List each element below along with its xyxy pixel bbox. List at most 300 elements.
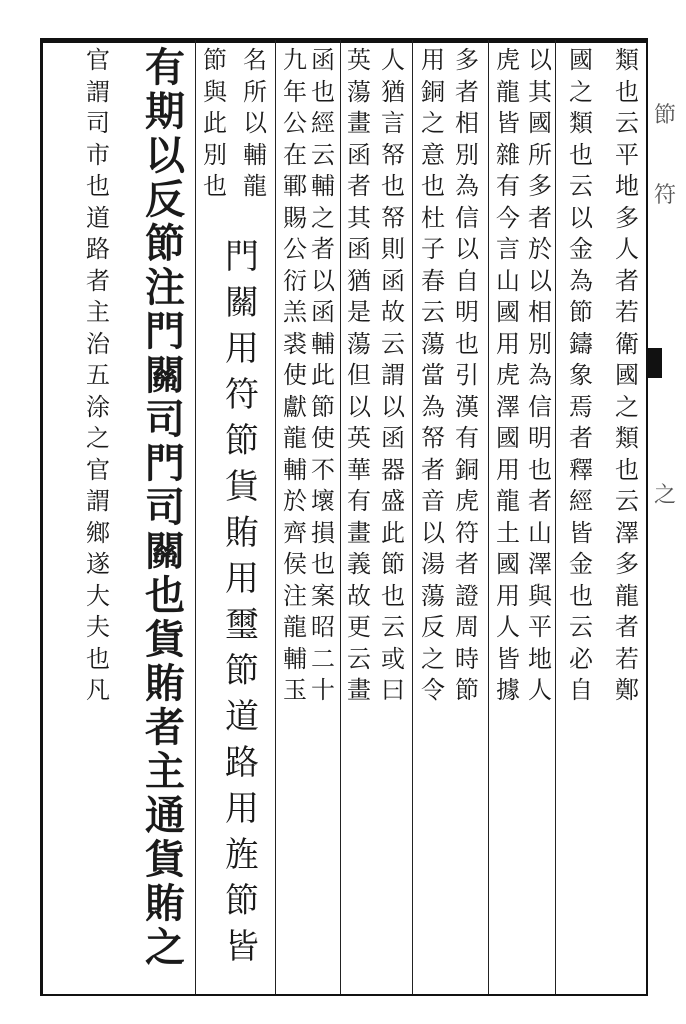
- glyph: 是: [347, 298, 371, 326]
- glyph: 五: [86, 361, 110, 389]
- glyph: 輔: [243, 140, 267, 169]
- glyph: 令: [421, 676, 445, 704]
- glyph: 焉: [569, 392, 593, 421]
- glyph: 猶: [381, 77, 405, 106]
- glyph: 但: [347, 361, 371, 389]
- glyph: 也: [381, 581, 405, 610]
- glyph: 言: [496, 235, 520, 263]
- glyph: 羔: [283, 298, 307, 326]
- column-rule: [488, 40, 489, 994]
- glyph: 鄭: [615, 676, 639, 704]
- glyph: 以: [381, 392, 405, 421]
- glyph: 為: [528, 361, 552, 389]
- glyph: 路: [225, 743, 259, 783]
- glyph: 時: [455, 644, 479, 673]
- glyph: 龍: [243, 172, 267, 200]
- glyph: 也: [311, 550, 335, 578]
- glyph: 多: [455, 46, 479, 74]
- glyph: 者: [421, 455, 445, 484]
- glyph: 輔: [311, 172, 335, 200]
- column-rule: [555, 40, 556, 994]
- glyph: 國: [569, 46, 593, 74]
- glyph: 為: [455, 172, 479, 200]
- glyph: 節: [225, 881, 259, 921]
- glyph: 反: [421, 613, 445, 641]
- glyph: 杜: [421, 203, 445, 232]
- text-column: [418, 48, 448, 710]
- glyph: 地: [528, 644, 552, 673]
- glyph: 蕩: [347, 77, 371, 106]
- glyph: 華: [347, 455, 371, 484]
- glyph: 以: [243, 109, 267, 137]
- glyph: 自: [569, 676, 593, 704]
- glyph: 云: [421, 298, 445, 326]
- text-column: [493, 48, 523, 710]
- glyph: 十: [311, 676, 335, 704]
- glyph: 皆: [496, 109, 520, 137]
- glyph: 節: [145, 220, 185, 267]
- glyph: 為: [421, 392, 445, 421]
- glyph: 人: [615, 235, 639, 263]
- glyph: 門: [145, 440, 185, 487]
- glyph: 者: [311, 235, 335, 263]
- glyph: 節: [381, 550, 405, 578]
- glyph: 關: [145, 352, 185, 399]
- glyph: 人: [528, 676, 552, 704]
- glyph: 者: [455, 77, 479, 106]
- glyph: 也: [615, 77, 639, 106]
- glyph: 明: [528, 424, 552, 452]
- glyph: 使: [311, 424, 335, 452]
- glyph: 經: [311, 109, 335, 137]
- glyph: 官: [86, 46, 110, 74]
- glyph: 夫: [86, 613, 110, 641]
- glyph: 也: [86, 644, 110, 673]
- glyph: 多: [615, 550, 639, 578]
- glyph: 龍: [496, 487, 520, 515]
- glyph: 案: [311, 581, 335, 610]
- glyph: 也: [86, 172, 110, 200]
- text-column: [378, 48, 408, 710]
- glyph: 凡: [86, 676, 110, 704]
- glyph: 路: [86, 235, 110, 263]
- glyph: 所: [243, 77, 267, 106]
- text-column: [566, 48, 596, 710]
- glyph: 函: [347, 140, 371, 169]
- glyph: 之: [615, 392, 639, 421]
- glyph: 貨: [145, 616, 185, 663]
- glyph: 通: [145, 792, 185, 839]
- glyph: 節: [455, 676, 479, 704]
- glyph: 年: [283, 77, 307, 106]
- glyph: 也: [203, 172, 227, 200]
- glyph: 之: [145, 924, 185, 971]
- glyph: 當: [421, 361, 445, 389]
- text-column: [344, 48, 374, 710]
- glyph: 金: [569, 235, 593, 263]
- glyph: 獻: [283, 392, 307, 421]
- glyph: 引: [455, 361, 479, 389]
- glyph: 在: [283, 140, 307, 169]
- glyph: 於: [528, 235, 552, 263]
- glyph: 之: [421, 109, 445, 137]
- glyph: 輔: [283, 455, 307, 484]
- text-column: [240, 48, 270, 206]
- glyph: 云: [311, 140, 335, 169]
- glyph: 名: [243, 46, 267, 74]
- glyph: 也: [145, 572, 185, 619]
- glyph: 司: [145, 484, 185, 531]
- glyph: 司: [86, 109, 110, 137]
- glyph: 子: [421, 235, 445, 263]
- glyph: 也: [528, 455, 552, 484]
- glyph: 自: [455, 266, 479, 295]
- adjacent-page-edge: [646, 38, 686, 996]
- glyph: 涂: [86, 392, 110, 421]
- glyph: 者: [528, 203, 552, 232]
- glyph: 虎: [496, 361, 520, 389]
- glyph: 此: [381, 518, 405, 547]
- glyph: 謂: [86, 77, 110, 106]
- glyph: 二: [311, 644, 335, 673]
- glyph: 者: [455, 550, 479, 578]
- glyph: 明: [455, 298, 479, 326]
- glyph: 湯: [421, 550, 445, 578]
- glyph: 也: [615, 455, 639, 484]
- text-column: [452, 48, 482, 710]
- glyph: 大: [86, 581, 110, 610]
- glyph: 義: [347, 550, 371, 578]
- glyph: 類: [615, 46, 639, 74]
- glyph: 國: [615, 361, 639, 389]
- glyph: 云: [569, 172, 593, 200]
- glyph: 澤: [615, 518, 639, 547]
- main-text-column: [140, 44, 190, 972]
- glyph: 謂: [381, 361, 405, 389]
- text-column: [308, 48, 338, 710]
- glyph: 主: [86, 298, 110, 326]
- glyph: 旌: [225, 835, 259, 875]
- glyph: 相: [455, 109, 479, 137]
- glyph: 信: [528, 392, 552, 421]
- glyph: 謂: [86, 487, 110, 515]
- glyph: 主: [145, 748, 185, 795]
- glyph: 帑: [421, 424, 445, 452]
- glyph: 則: [381, 235, 405, 263]
- glyph: 用: [225, 559, 259, 599]
- glyph: 其: [528, 77, 552, 106]
- glyph: 節: [203, 46, 227, 74]
- text-column: [200, 48, 230, 206]
- glyph: 者: [569, 424, 593, 452]
- glyph: 云: [569, 613, 593, 641]
- glyph: 不: [311, 455, 335, 484]
- column-rule: [195, 40, 196, 994]
- glyph: 多: [615, 203, 639, 232]
- glyph: 符: [225, 375, 259, 415]
- glyph: 以: [421, 518, 445, 547]
- glyph: 云: [381, 613, 405, 641]
- glyph: 鑄: [569, 329, 593, 358]
- glyph: 猶: [347, 266, 371, 295]
- glyph: 也: [311, 77, 335, 106]
- glyph: 反: [145, 176, 185, 223]
- glyph: 帑: [381, 140, 405, 169]
- edge-fragment: 符: [654, 183, 677, 208]
- glyph: 注: [145, 264, 185, 311]
- glyph: 門: [225, 237, 259, 277]
- glyph: 也: [569, 140, 593, 169]
- glyph: 鄆: [283, 172, 307, 200]
- glyph: 壞: [311, 487, 335, 515]
- glyph: 用: [496, 455, 520, 484]
- glyph: 曰: [381, 676, 405, 704]
- glyph: 也: [569, 581, 593, 610]
- glyph: 器: [381, 455, 405, 484]
- glyph: 蕩: [421, 329, 445, 358]
- glyph: 官: [86, 455, 110, 484]
- glyph: 類: [569, 109, 593, 137]
- glyph: 者: [615, 266, 639, 295]
- glyph: 之: [311, 203, 335, 232]
- glyph: 或: [381, 644, 405, 673]
- glyph: 有: [347, 487, 371, 515]
- glyph: 蕩: [421, 581, 445, 610]
- glyph: 輔: [311, 329, 335, 358]
- glyph: 帑: [381, 203, 405, 232]
- glyph: 澤: [528, 550, 552, 578]
- glyph: 也: [455, 329, 479, 358]
- glyph: 經: [569, 487, 593, 515]
- glyph: 者: [347, 172, 371, 200]
- glyph: 之: [421, 644, 445, 673]
- glyph: 節: [225, 651, 259, 691]
- glyph: 龍: [615, 581, 639, 610]
- glyph: 齊: [283, 518, 307, 547]
- glyph: 音: [421, 487, 445, 515]
- glyph: 以: [311, 266, 335, 295]
- glyph: 周: [455, 613, 479, 641]
- glyph: 以: [455, 235, 479, 263]
- glyph: 遂: [86, 550, 110, 578]
- text-column: [525, 48, 555, 710]
- edge-tab: [648, 348, 662, 378]
- glyph: 於: [283, 487, 307, 515]
- glyph: 用: [225, 329, 259, 369]
- glyph: 為: [569, 266, 593, 295]
- glyph: 土: [496, 518, 520, 547]
- glyph: 云: [347, 644, 371, 673]
- glyph: 畫: [347, 518, 371, 547]
- glyph: 用: [225, 789, 259, 829]
- glyph: 有: [455, 424, 479, 452]
- glyph: 公: [283, 109, 307, 137]
- glyph: 象: [569, 361, 593, 389]
- glyph: 皆: [225, 927, 259, 967]
- glyph: 使: [283, 361, 307, 389]
- glyph: 以: [145, 132, 185, 179]
- glyph: 函: [347, 235, 371, 263]
- glyph: 者: [86, 266, 110, 295]
- glyph: 者: [615, 613, 639, 641]
- glyph: 此: [203, 109, 227, 137]
- glyph: 言: [381, 109, 405, 137]
- glyph: 璽: [225, 605, 259, 645]
- glyph: 用: [496, 581, 520, 610]
- glyph: 節: [569, 298, 593, 326]
- glyph: 平: [528, 613, 552, 641]
- glyph: 其: [347, 203, 371, 232]
- glyph: 之: [569, 77, 593, 106]
- glyph: 意: [421, 140, 445, 169]
- glyph: 此: [311, 361, 335, 389]
- glyph: 畫: [347, 109, 371, 137]
- glyph: 治: [86, 329, 110, 358]
- glyph: 春: [421, 266, 445, 295]
- glyph: 賄: [145, 880, 185, 927]
- column-rule: [275, 40, 276, 994]
- glyph: 證: [455, 581, 479, 610]
- glyph: 貨: [145, 836, 185, 883]
- glyph: 今: [496, 203, 520, 232]
- glyph: 注: [283, 581, 307, 610]
- glyph: 玉: [283, 676, 307, 704]
- glyph: 衛: [615, 329, 639, 358]
- glyph: 賄: [145, 660, 185, 707]
- glyph: 澤: [496, 392, 520, 421]
- glyph: 有: [145, 44, 185, 91]
- glyph: 衍: [283, 266, 307, 295]
- glyph: 故: [381, 298, 405, 326]
- glyph: 以: [528, 266, 552, 295]
- glyph: 所: [528, 140, 552, 169]
- glyph: 損: [311, 518, 335, 547]
- glyph: 賄: [225, 513, 259, 553]
- glyph: 國: [528, 109, 552, 137]
- glyph: 節: [311, 392, 335, 421]
- glyph: 也: [421, 172, 445, 200]
- glyph: 平: [615, 140, 639, 169]
- glyph: 有: [496, 172, 520, 200]
- glyph: 若: [615, 644, 639, 673]
- glyph: 函: [311, 298, 335, 326]
- text-column: [280, 48, 310, 710]
- glyph: 鄉: [86, 518, 110, 547]
- glyph: 函: [381, 424, 405, 452]
- glyph: 虎: [496, 46, 520, 74]
- glyph: 皆: [496, 644, 520, 673]
- glyph: 期: [145, 88, 185, 135]
- glyph: 侯: [283, 550, 307, 578]
- glyph: 山: [528, 518, 552, 547]
- glyph: 皆: [569, 518, 593, 547]
- column-rule: [340, 40, 341, 994]
- glyph: 別: [528, 329, 552, 358]
- glyph: 多: [528, 172, 552, 200]
- glyph: 與: [203, 77, 227, 106]
- column-rule: [412, 40, 413, 994]
- glyph: 賜: [283, 203, 307, 232]
- glyph: 昭: [311, 613, 335, 641]
- glyph: 人: [381, 46, 405, 74]
- glyph: 道: [225, 697, 259, 737]
- text-column: [612, 48, 642, 710]
- glyph: 關: [145, 528, 185, 575]
- glyph: 英: [347, 424, 371, 452]
- glyph: 門: [145, 308, 185, 355]
- glyph: 故: [347, 581, 371, 610]
- glyph: 銅: [421, 77, 445, 106]
- glyph: 用: [421, 46, 445, 74]
- glyph: 節: [225, 421, 259, 461]
- main-text-column: [222, 237, 262, 976]
- glyph: 釋: [569, 455, 593, 484]
- glyph: 道: [86, 203, 110, 232]
- glyph: 也: [381, 172, 405, 200]
- glyph: 函: [311, 46, 335, 74]
- glyph: 輔: [283, 644, 307, 673]
- glyph: 函: [381, 266, 405, 295]
- glyph: 虎: [455, 487, 479, 515]
- edge-fragment: 之: [654, 483, 677, 508]
- glyph: 之: [86, 424, 110, 452]
- glyph: 別: [455, 140, 479, 169]
- glyph: 雜: [496, 140, 520, 169]
- glyph: 龍: [283, 424, 307, 452]
- glyph: 符: [455, 518, 479, 547]
- glyph: 據: [496, 676, 520, 704]
- glyph: 銅: [455, 455, 479, 484]
- glyph: 云: [381, 329, 405, 358]
- glyph: 蕩: [347, 329, 371, 358]
- glyph: 人: [496, 613, 520, 641]
- glyph: 山: [496, 266, 520, 295]
- glyph: 以: [569, 203, 593, 232]
- glyph: 者: [145, 704, 185, 751]
- glyph: 畫: [347, 676, 371, 704]
- glyph: 類: [615, 424, 639, 452]
- edge-fragment: 節: [654, 103, 677, 128]
- glyph: 金: [569, 550, 593, 578]
- text-column: [78, 48, 118, 710]
- glyph: 盛: [381, 487, 405, 515]
- glyph: 以: [528, 46, 552, 74]
- glyph: 龍: [283, 613, 307, 641]
- glyph: 更: [347, 613, 371, 641]
- glyph: 國: [496, 424, 520, 452]
- glyph: 云: [615, 109, 639, 137]
- glyph: 者: [528, 487, 552, 515]
- glyph: 用: [496, 329, 520, 358]
- glyph: 公: [283, 235, 307, 263]
- glyph: 司: [145, 396, 185, 443]
- glyph: 云: [615, 487, 639, 515]
- glyph: 必: [569, 644, 593, 673]
- glyph: 若: [615, 298, 639, 326]
- glyph: 漢: [455, 392, 479, 421]
- glyph: 國: [496, 550, 520, 578]
- glyph: 以: [347, 392, 371, 421]
- glyph: 別: [203, 140, 227, 169]
- glyph: 關: [225, 283, 259, 323]
- glyph: 相: [528, 298, 552, 326]
- glyph: 英: [347, 46, 371, 74]
- glyph: 裘: [283, 329, 307, 358]
- glyph: 國: [496, 298, 520, 326]
- glyph: 與: [528, 581, 552, 610]
- glyph: 龍: [496, 77, 520, 106]
- glyph: 九: [283, 46, 307, 74]
